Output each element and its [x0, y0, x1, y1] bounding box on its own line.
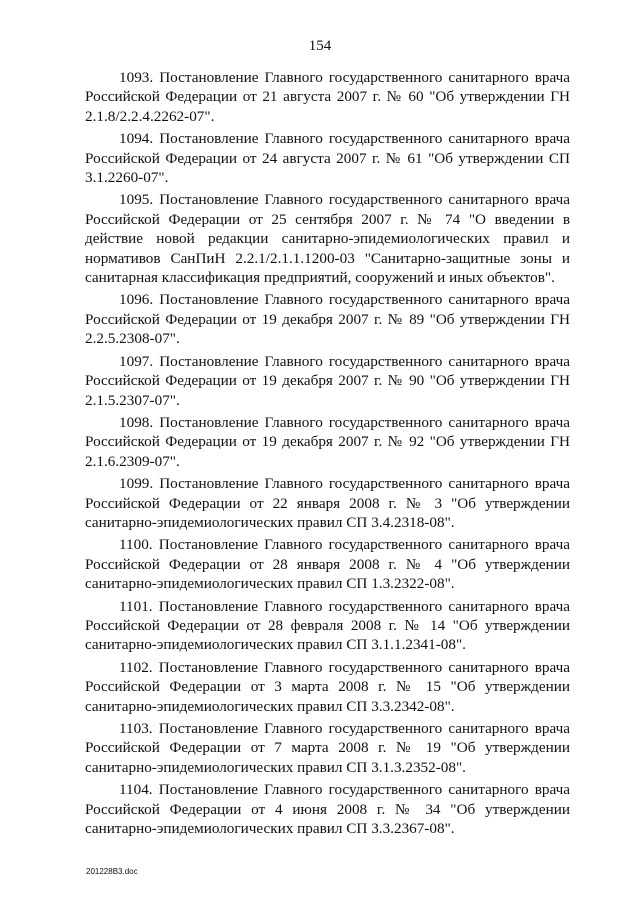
list-item: 1103. Постановление Главного государственного санитарного врача Российской Федерации от 7 марта 2008 г. № 19 "Об утверждении санитарно-эпидемиологических правил СП 3.1.3.2352-08".: [85, 720, 570, 776]
list-item: 1097. Постановление Главного государственного санитарного врача Российской Федерации от 19 декабря 2007 г. № 90 "Об утверждении ГН 2.1.5.2307-07".: [85, 352, 570, 409]
list-item: 1104. Постановление Главного государственного санитарного врача Российской Федерации от 4 июня 2008 г. № 34 "Об утверждении санитарно-эпидемиологических правил СП 3.3.2367-08".: [85, 781, 570, 838]
document-body: [85, 68, 570, 841]
page-number: 154: [308, 38, 332, 54]
footer-file-code: 201228B3.doc: [86, 867, 138, 876]
list-item: 1095. Постановление Главного государственного санитарного врача Российской Федерации от 25 сентября 2007 г. № 74 "О введении в действие новой редакции санитарно-эпидемиологических правил и нормативов СанПиН 2.2.1/2.1.1.1200-03 "Санитарно-защитные зоны и санитарная классификация предприятий, сооружений и иных объектов".: [85, 191, 570, 287]
list-item: 1101. Постановление Главного государственного санитарного врача Российской Федерации от 28 февраля 2008 г. № 14 "Об утверждении санитарно-эпидемиологических правил СП 3.1.1.2341-08".: [85, 597, 570, 654]
list-item: 1099. Постановление Главного государственного санитарного врача Российской Федерации от 22 января 2008 г. № 3 "Об утверждении санитарно-эпидемиологических правил СП 3.4.2318-08".: [85, 475, 570, 531]
list-item: 1100. Постановление Главного государственного санитарного врача Российской Федерации от 28 января 2008 г. № 4 "Об утверждении санитарно-эпидемиологических правил СП 1.3.2322-08".: [85, 536, 570, 593]
list-item: 1096. Постановление Главного государственного санитарного врача Российской Федерации от 19 декабря 2007 г. № 89 "Об утверждении ГН 2.2.5.2308-07".: [85, 291, 570, 348]
list-item: 1093. Постановление Главного государственного санитарного врача Российской Федерации от 21 августа 2007 г. № 60 "Об утверждении ГН 2.1.8/2.2.4.2262-07".: [85, 69, 570, 125]
list-item: 1098. Постановление Главного государственного санитарного врача Российской Федерации от 19 декабря 2007 г. № 92 "Об утверждении ГН 2.1.6.2309-07".: [85, 413, 570, 470]
list-item: 1094. Постановление Главного государственного санитарного врача Российской Федерации от 24 августа 2007 г. № 61 "Об утверждении СП 3.1.2260-07".: [85, 130, 570, 187]
list-item: 1102. Постановление Главного государственного санитарного врача Российской Федерации от 3 марта 2008 г. № 15 "Об утверждении санитарно-эпидемиологических правил СП 3.3.2342-08".: [85, 658, 570, 715]
